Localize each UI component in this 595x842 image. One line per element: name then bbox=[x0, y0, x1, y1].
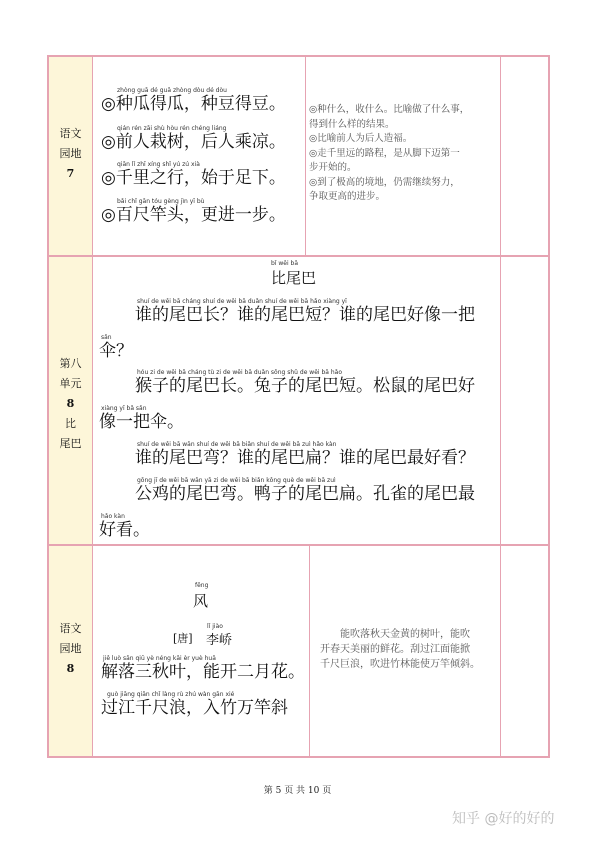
note-line: 步开始的。 bbox=[309, 162, 357, 173]
text-line: 公鸡的尾巴弯。鸭子的尾巴扁。孔雀的尾巴最 bbox=[135, 484, 475, 504]
pinyin: bǐ wěi bā bbox=[271, 260, 299, 267]
pinyin: fēng bbox=[195, 582, 209, 589]
page-footer: 第 5 页 共 10 页 bbox=[263, 786, 332, 796]
label-text: 单元 bbox=[59, 377, 82, 390]
label-text: 比 bbox=[65, 417, 76, 430]
pinyin: shuí de wěi bā wān shuí de wěi bā biǎn shuí de wěi bā zuì hǎo kàn bbox=[137, 441, 337, 448]
note-line: 开春天美丽的鲜花。刮过江面能掀 bbox=[320, 644, 470, 655]
pinyin: lǐ jiào bbox=[207, 623, 223, 630]
text-line: 谁的尾巴长？谁的尾巴短？谁的尾巴好像一把 bbox=[135, 305, 475, 325]
note-line: 得到什么样的结果。 bbox=[309, 118, 395, 130]
section-label bbox=[49, 357, 92, 451]
label-text: 尾巴 bbox=[59, 437, 82, 450]
label-number: 8 bbox=[66, 662, 75, 675]
notes bbox=[309, 103, 503, 205]
label-text: 园地 bbox=[59, 642, 82, 655]
text-line: 谁的尾巴弯？谁的尾巴扁？谁的尾巴最好看？ bbox=[135, 448, 475, 468]
divider bbox=[49, 255, 548, 257]
label-number: 8 bbox=[66, 397, 75, 410]
text-line: 像一把伞。 bbox=[99, 412, 184, 432]
pinyin: gōng jī de wěi bā wān yā zi de wěi bā biǎn kǒng què de wěi bā zuì bbox=[137, 477, 336, 484]
label-number: 7 bbox=[66, 167, 75, 180]
pinyin: xiàng yī bǎ sǎn bbox=[101, 405, 147, 412]
note-line: ◎到了极高的境地，仍需继续努力， bbox=[309, 176, 460, 188]
watermark: 知乎 @好的好的 bbox=[452, 811, 555, 827]
idiom-line: ◎前人栽树，后人乘凉。 bbox=[101, 132, 286, 152]
pinyin: hǎo kàn bbox=[101, 513, 125, 520]
idiom-line: ◎千里之行，始于足下。 bbox=[101, 168, 286, 188]
divider bbox=[305, 57, 306, 255]
idiom-line: ◎百尺竿头，更进一步。 bbox=[101, 205, 286, 225]
pinyin: shuí de wěi bā cháng shuí de wěi bā duǎn shuí de wěi bā hǎo xiàng yī bbox=[137, 298, 347, 305]
note-line: ◎种什么，收什么。比喻做了什么事， bbox=[309, 104, 470, 115]
pinyin: bǎi chǐ gān tóu gèng jìn yī bù bbox=[117, 198, 205, 205]
text-line: 猴子的尾巴长。兔子的尾巴短。松鼠的尾巴好 bbox=[135, 376, 475, 396]
section-label bbox=[49, 622, 92, 676]
text-line: 好看。 bbox=[99, 520, 150, 540]
label-text: 园地 bbox=[59, 147, 82, 160]
note-line: 能吹落秋天金黄的树叶，能吹 bbox=[340, 629, 470, 640]
text-line: 伞？ bbox=[99, 341, 133, 361]
pinyin: qiān lǐ zhī xíng shǐ yú zú xià bbox=[117, 161, 200, 168]
label-text: 第八 bbox=[59, 357, 82, 370]
label-text: 语文 bbox=[59, 127, 82, 140]
note-line: ◎比喻前人为后人造福。 bbox=[309, 133, 413, 144]
pinyin: qián rén zāi shù hòu rén chéng liáng bbox=[117, 125, 227, 132]
author: 李峤 bbox=[206, 633, 233, 648]
pinyin: jiě luò sān qiū yè néng kāi èr yuè huā bbox=[103, 655, 216, 662]
pinyin: guò jiāng qiān chǐ làng rù zhú wàn gān xié bbox=[107, 691, 235, 698]
dynasty: [唐] bbox=[173, 632, 193, 645]
pinyin: sǎn bbox=[101, 334, 112, 341]
poem-line: 过江千尺浪，入竹万竿斜 bbox=[101, 698, 288, 718]
note-line: ◎走千里远的路程，是从脚下迈第一 bbox=[309, 147, 460, 159]
notes bbox=[320, 627, 500, 672]
poem-title: 比尾巴 bbox=[271, 269, 317, 287]
note-line: 千尺巨浪，吹进竹林能使万竿倾斜。 bbox=[320, 659, 480, 670]
divider bbox=[49, 544, 548, 546]
note-line: 争取更高的进步。 bbox=[309, 191, 386, 202]
divider bbox=[309, 545, 310, 756]
section-label bbox=[49, 127, 92, 181]
poem-line: 解落三秋叶，能开二月花。 bbox=[101, 662, 305, 682]
pinyin: hóu zi de wěi bā cháng tù zi de wěi bā duǎn sōng shǔ de wěi bā hǎo bbox=[137, 369, 343, 376]
pinyin: zhòng guā dé guā zhòng dòu dé dòu bbox=[117, 87, 227, 94]
poem-title: 风 bbox=[193, 592, 209, 610]
divider bbox=[92, 57, 93, 756]
idiom-line: ◎种瓜得瓜，种豆得豆。 bbox=[101, 94, 286, 114]
content-table bbox=[47, 55, 550, 758]
label-text: 语文 bbox=[59, 622, 82, 635]
